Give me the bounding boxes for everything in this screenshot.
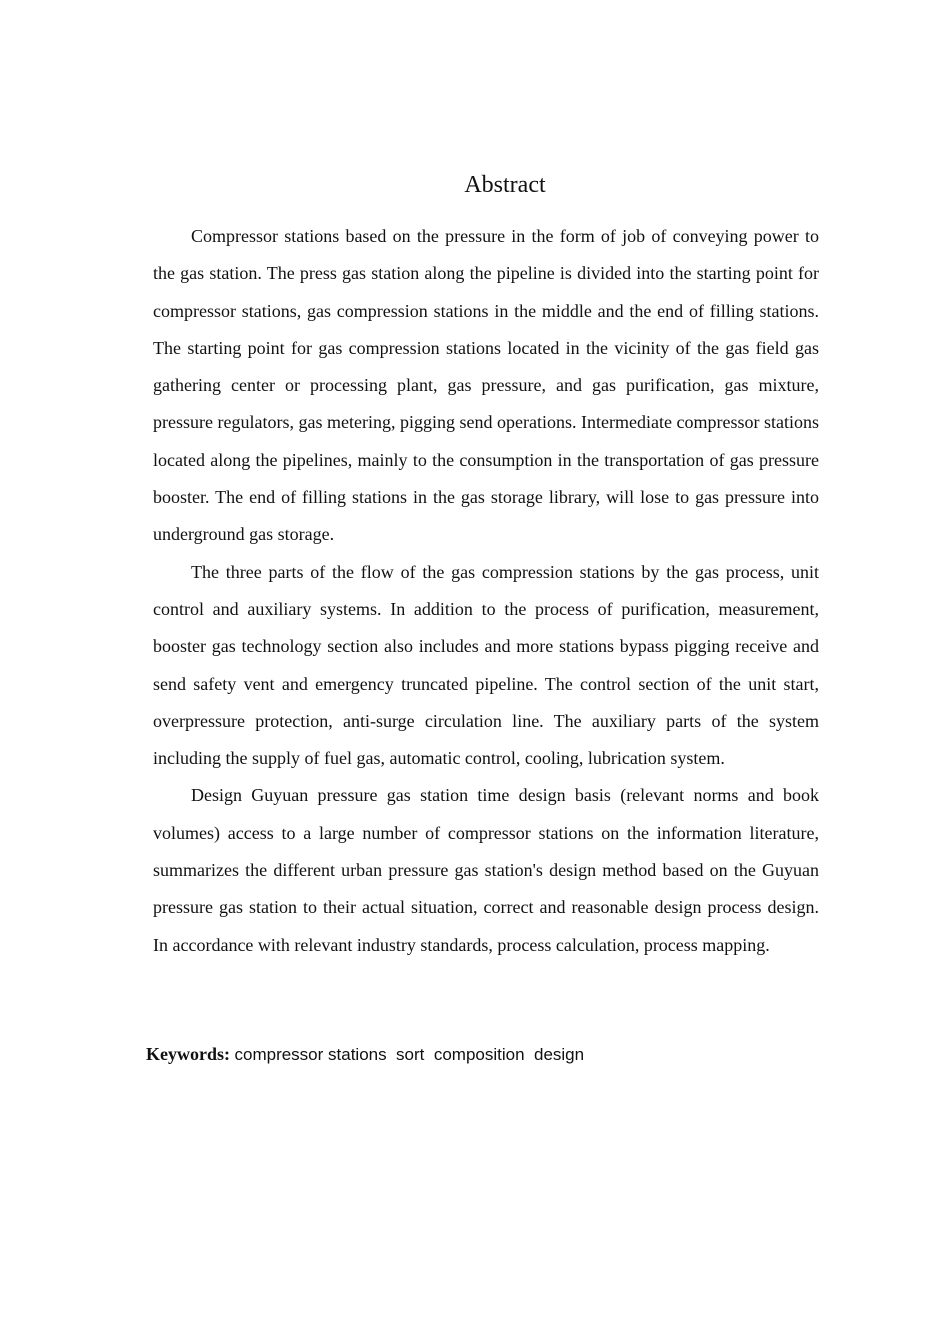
keywords-line	[146, 1037, 584, 1072]
keywords-label: Keywords:	[146, 1044, 230, 1064]
page-title: Abstract	[464, 172, 546, 198]
abstract-paragraph-2: The three parts of the flow of the gas compression stations by the gas process, unit control and auxiliary systems. In addition to the process of purification, measurement, booster gas technology section also includes and more stations bypass pigging receive and send safety vent and emergency truncated pipeline. The control section of the unit start, overpressure protection, anti-surge circulation line. The auxiliary parts of the system including the supply of fuel gas, automatic control, cooling, lubrication system.	[153, 561, 819, 769]
abstract-paragraph-1: Compressor stations based on the pressure in the form of job of conveying power to the gas station. The press gas station along the pipeline is divided into the starting point for compressor stations, gas compression stations in the middle and the end of filling stations. The starting point for gas compression stations located in the vicinity of the gas field gas gathering center or processing plant, gas pressure, and gas purification, gas mixture, pressure regulators, gas metering, pigging send operations. Intermediate compressor stations located along the pipelines, mainly to the consumption in the transportation of gas pressure booster. The end of filling stations in the gas storage library, will lose to gas pressure into underground gas storage.	[153, 226, 819, 545]
abstract-paragraph-3: Design Guyuan pressure gas station time design basis (relevant norms and book volumes) access to a large number of compressor stations on the information literature, summarizes the different urban pressure gas station's design method based on the Guyuan pressure gas station to their actual situation, correct and reasonable design process design. In accordance with relevant industry standards, process calculation, process mapping.	[153, 785, 819, 955]
abstract-body	[153, 218, 819, 964]
keywords-values: compressor stations sort composition design	[234, 1045, 585, 1064]
